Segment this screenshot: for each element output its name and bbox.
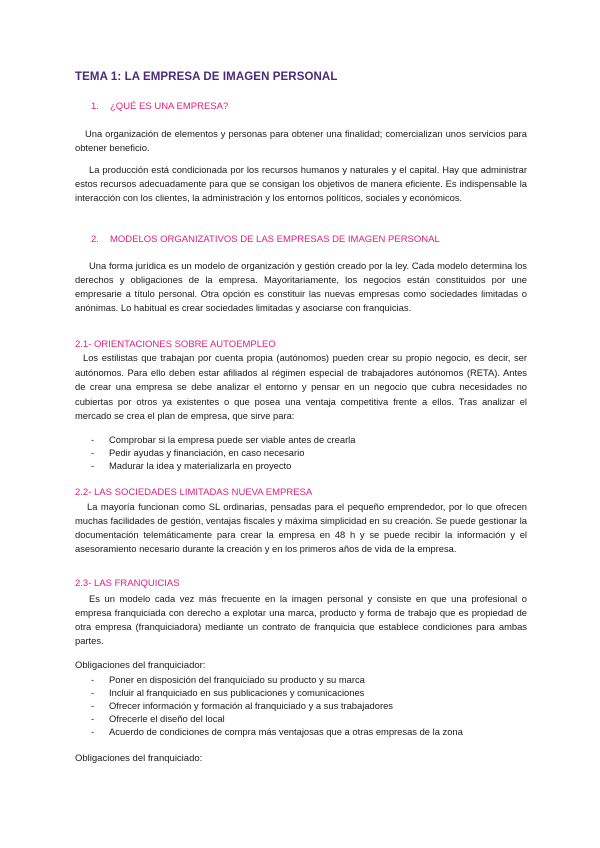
list-item: - Poner en disposición del franquiciado su producto y su marca <box>91 674 365 685</box>
list-item: - Ofrecerle el diseño del local <box>91 713 225 724</box>
section-number: 2. <box>91 234 99 245</box>
list-item: - Ofrecer información y formación al franquiciado y a sus trabajadores <box>91 700 393 711</box>
franchisor-obligations-list <box>91 673 463 738</box>
section-number: 1. <box>91 101 99 112</box>
section-heading-text: ¿QUÉ ES UNA EMPRESA? <box>110 101 229 112</box>
subsection-2-1-heading: 2.1- ORIENTACIONES SOBRE AUTOEMPLEO <box>75 339 276 350</box>
franchisee-obligations-label: Obligaciones del franquiciado: <box>75 753 203 764</box>
list-item: - Pedir ayudas y financiación, en caso necesario <box>91 447 305 458</box>
subsection-2-3-heading: 2.3- LAS FRANQUICIAS <box>75 578 180 589</box>
list-item: - Incluir al franquiciado en sus publicaciones y comunicaciones <box>91 687 365 698</box>
paragraph: Los estilistas que trabajan por cuenta propia (autónomos) pueden crear su propio negocio, es decir, ser autónomos. Para ello deben estar afiliados al régimen especial de trabajadores autónomos (RETA). Antes de crear una empresa se debe analizar el entorno y pensar en un negocio que cubra necesidades no cubiertas por otros ya existentes o que posea una ventaja competitiva frente a ellos. Tras analizar el mercado se crea el plan de empresa, que sirve para: <box>75 352 527 421</box>
section-1-heading <box>91 101 228 112</box>
paragraph: La producción está condicionada por los recursos humanos y naturales y el capital. Hay que administrar estos recursos adecuadamente para que se consigan los objetivos de manera eficiente. Es indispensable la interacción con los clientes, la administración y los entornos políticos, sociales y económicos. <box>75 164 527 203</box>
paragraph: Es un modelo cada vez más frecuente en la imagen personal y consiste en que una profesional o empresa franquiciada con derecho a explotar una marca, producto y forma de trabajo que es propiedad de otra empresa (franquiciadora) mediante un contrato de franquicia que establece condiciones para ambas partes. <box>75 593 527 646</box>
section-heading-text: MODELOS ORGANIZATIVOS DE LAS EMPRESAS DE IMAGEN PERSONAL <box>110 234 440 245</box>
paragraph: Una organización de elementos y personas para obtener una finalidad; comercializan unos servicios para obtener beneficio. <box>75 128 527 153</box>
document-title: TEMA 1: LA EMPRESA DE IMAGEN PERSONAL <box>75 71 338 83</box>
franchisor-obligations-label: Obligaciones del franquiciador: <box>75 660 206 671</box>
paragraph: Una forma jurídica es un modelo de organización y gestión creado por la ley. Cada modelo determina los derechos y obligaciones de la empresa. Mayoritariamente, los negocios están constituidos por une empresarie a título personal. Otra opción es constituir las nuevas empresas como sociedades limitadas o anónimas. Lo habitual es crear sociedades limitadas y asociarse con franquicias. <box>75 260 527 313</box>
paragraph: La mayoría funcionan como SL ordinarias, pensadas para el pequeño emprendedor, por lo que ofrecen muchas facilidades de gestión, ventajas fiscales y máxima simplicidad en su creación. Se puede gestionar la documentación telemáticamente para crear la empresa en 48 h y se puede recibir la información y el asesoramiento necesario durante la creación y en los primeros años de vida de la empresa. <box>75 501 527 554</box>
list-item: - Acuerdo de condiciones de compra más ventajosas que a otras empresas de la zona <box>91 726 463 737</box>
plan-purpose-list <box>91 433 355 472</box>
section-2-heading <box>91 234 440 245</box>
list-item: - Comprobar si la empresa puede ser viable antes de crearla <box>91 434 356 445</box>
list-item: - Madurar la idea y materializarla en proyecto <box>91 460 292 471</box>
subsection-2-2-heading: 2.2- LAS SOCIEDADES LIMITADAS NUEVA EMPRESA <box>75 487 313 498</box>
